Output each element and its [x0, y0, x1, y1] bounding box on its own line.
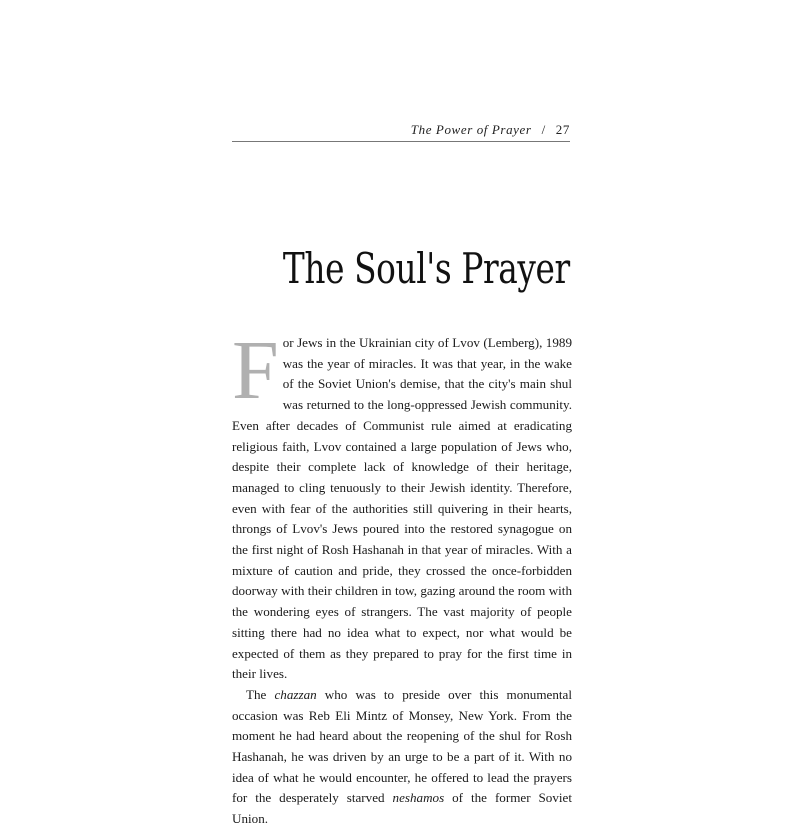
paragraph-1	[232, 324, 572, 685]
running-header-title: The Power of Prayer	[410, 122, 532, 137]
term-chazzan: chazzan	[274, 686, 317, 702]
drop-cap: F	[232, 324, 279, 417]
body-text	[232, 324, 572, 830]
paragraph-2-text-1: who was to preside over this monumental occasion was Reb Eli Mintz of Monsey, New York. From the moment he had heard about the reopening of the shul for Rosh Hashanah, he was driven by an urge to be a part of it. With no idea of what he would encounter, he offered to lead the prayers for the desperately starved	[232, 686, 572, 806]
page-number: 27	[555, 122, 570, 137]
running-header-separator: /	[541, 122, 546, 137]
paragraph-2-text-2: of the former Soviet Union.	[232, 790, 572, 827]
paragraph-1-text: or Jews in the Ukrainian city of Lvov (Lemberg), 1989 was the year of miracles. It was that year, in the wake of the Soviet Union's demise, that the city's main shul was returned to the long-oppressed Jewish community. Even after decades of Communist rule aimed at eradicating religious faith, Lvov contained a large population of Jews who, despite their complete lack of knowledge of their heritage, managed to cling tenuously to their Jewish identity. Therefore, even with fear of the authorities still quivering in their hearts, throngs of Lvov's Jews poured into the restored synagogue on the first night of Rosh Hashanah in that year of miracles. With a mixture of caution and pride, they crossed the once-forbidden doorway with their children in tow, gazing around the room with the wondering eyes of strangers. The vast majority of people sitting there had no idea what to expect, nor what would be expected of them as they prepared to pray for the first time in their lives.	[232, 335, 572, 682]
chapter-title: The Soul's Prayer	[283, 244, 570, 293]
term-neshamos: neshamos	[392, 790, 445, 806]
header-rule	[232, 141, 570, 142]
running-header	[411, 122, 570, 138]
paragraph-2-lead: The	[246, 686, 275, 702]
paragraph-2	[232, 685, 572, 830]
